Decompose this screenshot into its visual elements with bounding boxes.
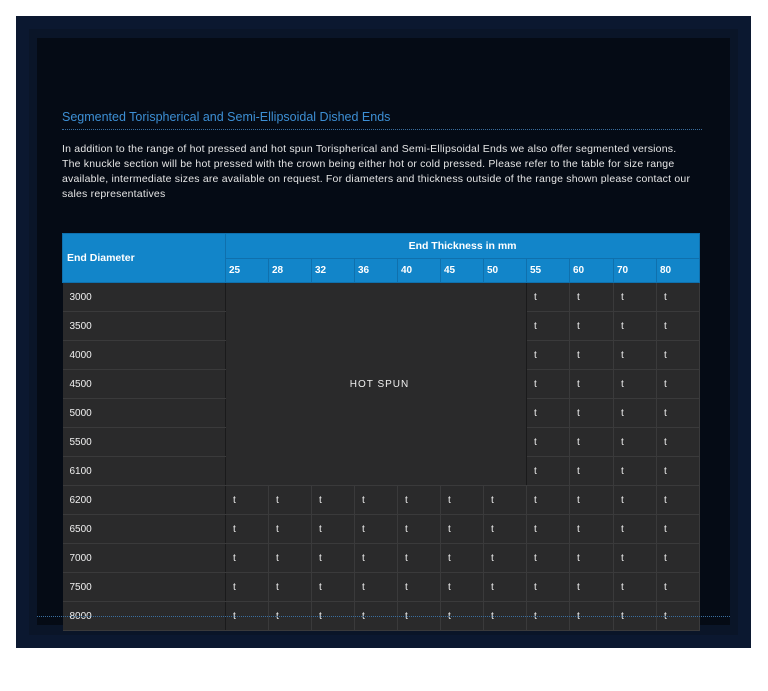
diameter-cell: 4500: [63, 370, 226, 399]
availability-cell: t: [484, 573, 527, 602]
availability-cell: t: [570, 457, 614, 486]
diameter-cell: 4000: [63, 341, 226, 370]
availability-cell: t: [570, 602, 614, 631]
availability-cell: t: [312, 573, 355, 602]
thickness-col-header: 36: [355, 259, 398, 283]
table-header-row: [63, 234, 700, 259]
availability-cell: t: [398, 544, 441, 573]
diameter-cell: 5000: [63, 399, 226, 428]
availability-cell: t: [527, 399, 570, 428]
diameter-cell: 7000: [63, 544, 226, 573]
availability-cell: t: [398, 515, 441, 544]
availability-cell: t: [527, 602, 570, 631]
availability-cell: t: [657, 370, 700, 399]
availability-cell: t: [441, 515, 484, 544]
diameter-cell: 6100: [63, 457, 226, 486]
availability-cell: t: [527, 573, 570, 602]
availability-cell: t: [614, 602, 657, 631]
availability-cell: t: [527, 283, 570, 312]
availability-cell: t: [614, 457, 657, 486]
availability-cell: t: [657, 399, 700, 428]
availability-cell: t: [614, 341, 657, 370]
availability-cell: t: [614, 370, 657, 399]
diameter-cell: 6500: [63, 515, 226, 544]
availability-cell: t: [657, 573, 700, 602]
availability-cell: t: [312, 515, 355, 544]
availability-cell: t: [570, 544, 614, 573]
availability-cell: t: [614, 283, 657, 312]
thickness-col-header: 25: [226, 259, 269, 283]
availability-cell: t: [614, 544, 657, 573]
thickness-col-header: 80: [657, 259, 700, 283]
availability-cell: t: [570, 486, 614, 515]
availability-cell: t: [355, 544, 398, 573]
availability-cell: t: [484, 515, 527, 544]
thickness-col-header: 45: [441, 259, 484, 283]
availability-cell: t: [355, 573, 398, 602]
availability-cell: t: [269, 544, 312, 573]
availability-cell: t: [614, 515, 657, 544]
diameter-cell: 6200: [63, 486, 226, 515]
table-row: [63, 283, 700, 312]
availability-cell: t: [527, 312, 570, 341]
availability-cell: t: [355, 602, 398, 631]
availability-cell: t: [657, 515, 700, 544]
diameter-cell: 8000: [63, 602, 226, 631]
availability-cell: t: [527, 515, 570, 544]
availability-cell: t: [527, 486, 570, 515]
outer-frame: [16, 16, 751, 648]
availability-cell: t: [570, 312, 614, 341]
inner-frame: [29, 29, 738, 635]
availability-cell: t: [614, 399, 657, 428]
diameter-cell: 7500: [63, 573, 226, 602]
thickness-col-header: 40: [398, 259, 441, 283]
size-range-table: [62, 233, 700, 631]
thickness-col-header: 32: [312, 259, 355, 283]
availability-cell: t: [657, 312, 700, 341]
availability-cell: t: [570, 428, 614, 457]
availability-cell: t: [614, 312, 657, 341]
availability-cell: t: [527, 428, 570, 457]
availability-cell: t: [226, 515, 269, 544]
table-body: [63, 283, 700, 631]
table-row: [63, 515, 700, 544]
availability-cell: t: [484, 544, 527, 573]
availability-cell: t: [355, 486, 398, 515]
availability-cell: t: [657, 341, 700, 370]
availability-cell: t: [657, 486, 700, 515]
availability-cell: t: [657, 544, 700, 573]
availability-cell: t: [441, 486, 484, 515]
availability-cell: t: [312, 544, 355, 573]
availability-cell: t: [527, 341, 570, 370]
table-row: [63, 573, 700, 602]
availability-cell: t: [398, 573, 441, 602]
thickness-col-header: 50: [484, 259, 527, 283]
availability-cell: t: [269, 602, 312, 631]
thickness-col-header: 60: [570, 259, 614, 283]
availability-cell: t: [527, 544, 570, 573]
page-title: Segmented Torispherical and Semi-Ellipsoidal Dished Ends: [62, 110, 702, 130]
intro-paragraph-2: The knuckle section will be hot pressed with the crown being either hot or cold pressed. Please refer to the table for size range available, intermediate sizes are available on request. For diameters and thickness outside of the range shown please contact our sales representatives: [62, 158, 691, 200]
availability-cell: t: [226, 573, 269, 602]
intro-text: [62, 142, 702, 202]
thickness-col-header: 70: [614, 259, 657, 283]
availability-cell: t: [312, 602, 355, 631]
availability-cell: t: [570, 370, 614, 399]
availability-cell: t: [484, 486, 527, 515]
availability-cell: t: [527, 370, 570, 399]
availability-cell: t: [441, 573, 484, 602]
availability-cell: t: [614, 573, 657, 602]
content-panel: [37, 38, 730, 625]
diameter-cell: 5500: [63, 428, 226, 457]
diameter-cell: 3500: [63, 312, 226, 341]
availability-cell: t: [614, 428, 657, 457]
availability-cell: t: [269, 573, 312, 602]
availability-cell: t: [657, 283, 700, 312]
availability-cell: t: [570, 399, 614, 428]
availability-cell: t: [570, 515, 614, 544]
diameter-cell: 3000: [63, 283, 226, 312]
thickness-col-header: 28: [269, 259, 312, 283]
table-row: [63, 486, 700, 515]
hot-spun-label: HOT SPUN: [226, 283, 527, 486]
availability-cell: t: [441, 544, 484, 573]
availability-cell: t: [657, 602, 700, 631]
availability-cell: t: [355, 515, 398, 544]
availability-cell: t: [226, 544, 269, 573]
availability-cell: t: [312, 486, 355, 515]
bottom-divider: [37, 616, 730, 617]
thickness-col-header: 55: [527, 259, 570, 283]
availability-cell: t: [226, 486, 269, 515]
availability-cell: t: [484, 602, 527, 631]
availability-cell: t: [441, 602, 484, 631]
availability-cell: t: [614, 486, 657, 515]
availability-cell: t: [398, 486, 441, 515]
thickness-header: End Thickness in mm: [226, 234, 700, 259]
availability-cell: t: [570, 341, 614, 370]
availability-cell: t: [657, 428, 700, 457]
diameter-header: End Diameter: [63, 234, 226, 283]
availability-cell: t: [527, 457, 570, 486]
intro-paragraph-1: In addition to the range of hot pressed and hot spun Torispherical and Semi-Ellipsoidal Ends we also offer segmented versions.: [62, 143, 677, 155]
availability-cell: t: [398, 602, 441, 631]
table-row: [63, 544, 700, 573]
availability-cell: t: [657, 457, 700, 486]
availability-cell: t: [570, 283, 614, 312]
availability-cell: t: [269, 486, 312, 515]
availability-cell: t: [269, 515, 312, 544]
availability-cell: t: [226, 602, 269, 631]
availability-cell: t: [570, 573, 614, 602]
